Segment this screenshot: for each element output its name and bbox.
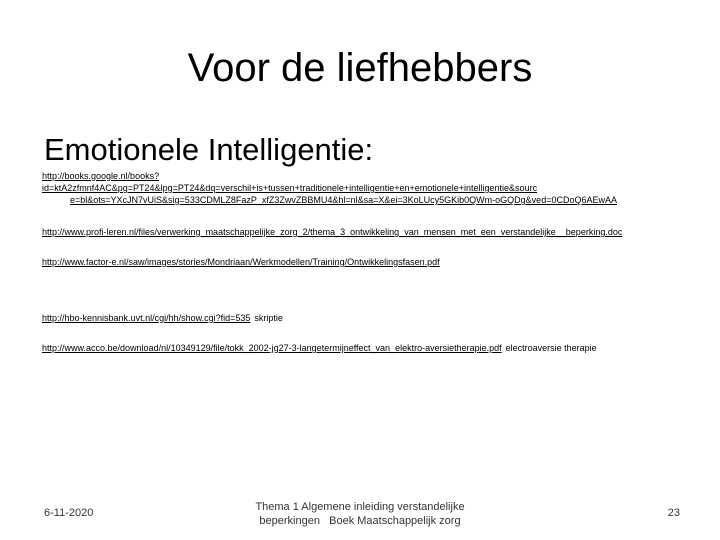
link-url-line2: e=bl&ots=YXcJN7vUiS&sig=533CDMLZ8FazP_xfZ3ZwvZBBMU4&hl=nl&sa=X&ei=3KoLUcy5GKib0QWm-oGQDg&ved=0CDoQ6AEwAA bbox=[70, 195, 617, 205]
footer-center bbox=[240, 500, 480, 528]
link-url-line1: http://books.google.nl/books?id=ktA2zfmnf4AC&pg=PT24&lpg=PT24&dq=verschil+is+tussen+traditionele+intelligentie+en+emotionele+intelligentie&sourc bbox=[42, 171, 538, 193]
link-google-books[interactable] bbox=[42, 171, 652, 206]
link-item-acco bbox=[42, 342, 652, 354]
link-note-skriptie: skriptie bbox=[254, 313, 283, 323]
link-acco[interactable]: http://www.acco.be/download/nl/10349129/file/tokk_2002-jg27-3-langetermijneffect_van_elektro-aversietherapie.pdf bbox=[42, 343, 502, 353]
footer-date: 6-11-2020 bbox=[44, 507, 94, 519]
slide-title: Voor de liefhebbers bbox=[187, 46, 533, 90]
link-hbo-kennisbank[interactable]: http://hbo-kennisbank.uvt.nl/cgi/hh/show.cgi?fid=535 bbox=[42, 313, 251, 323]
link-item-hbo-kennisbank bbox=[42, 312, 652, 324]
slide-heading: Emotionele Intelligentie: bbox=[44, 132, 374, 167]
link-item-factor-e bbox=[42, 256, 652, 268]
link-item-profi-leren bbox=[42, 226, 652, 238]
link-item-google-books bbox=[42, 170, 652, 206]
footer-center-line1: Thema 1 Algemene inleiding verstandelijke bbox=[255, 501, 465, 513]
footer-page-number: 23 bbox=[667, 507, 680, 519]
footer-center-line2: beperkingen Boek Maatschappelijk zorg bbox=[259, 515, 461, 527]
link-note-electroaversie: electroaversie therapie bbox=[505, 343, 597, 353]
link-factor-e[interactable]: http://www.factor-e.nl/saw/images/stories/Mondriaan/Werkmodellen/Training/Ontwikkelingsfasen.pdf bbox=[42, 257, 440, 267]
link-profi-leren[interactable]: http://www.profi-leren.nl/files/verwerking_maatschappelijke_zorg_2/thema_3_ontwikkeling_van_mensen_met_een_verstandelijke__beperking.doc bbox=[42, 227, 623, 237]
